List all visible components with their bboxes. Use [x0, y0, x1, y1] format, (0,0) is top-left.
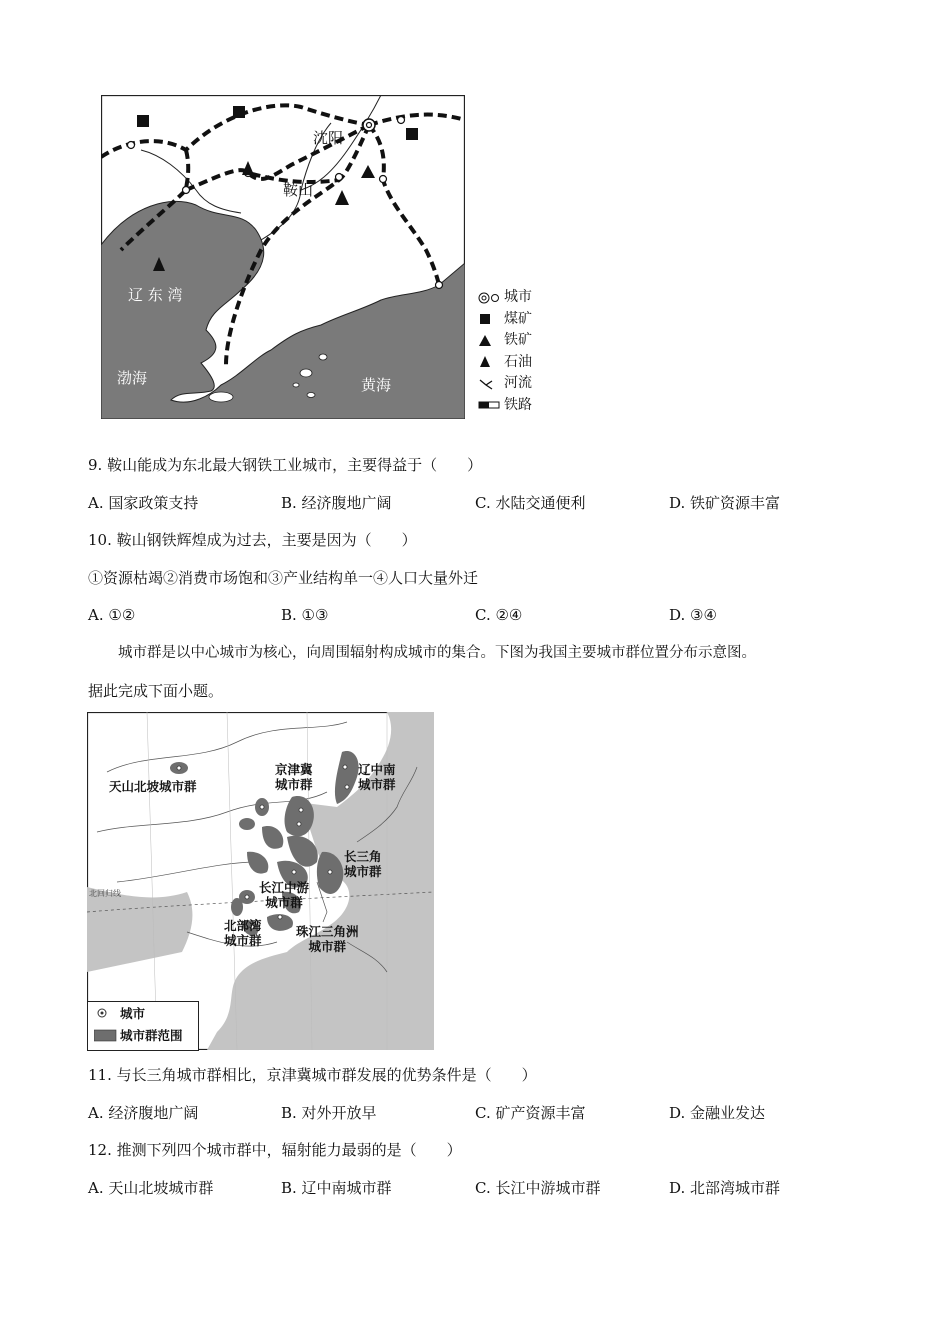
- question-9-stem: 9. 鞍山能成为东北最大钢铁工业城市，主要得益于（ ）: [88, 456, 483, 474]
- map2-legend: [87, 1001, 199, 1051]
- legend-label: 铁路: [504, 396, 532, 413]
- label-line: 城市群: [224, 933, 262, 948]
- label-yellow-sea: 黄海: [361, 376, 392, 394]
- label-tropic: 北回归线: [89, 889, 121, 898]
- label-line: 北部湾: [224, 918, 262, 933]
- label-line: 城市群: [275, 777, 313, 792]
- label-line: 辽中南: [358, 762, 396, 777]
- q11-option-c[interactable]: C. 矿产资源丰富: [475, 1104, 586, 1122]
- label-bohai: 渤海: [117, 369, 148, 387]
- liaoning-map-graphic: [101, 95, 465, 419]
- label-line: 长三角: [344, 849, 382, 864]
- legend-label: 河流: [504, 375, 532, 391]
- q12-option-a[interactable]: A. 天山北坡城市群: [88, 1179, 214, 1197]
- q12-option-b[interactable]: B. 辽中南城市群: [281, 1179, 392, 1197]
- legend-label: 城市: [120, 1006, 146, 1021]
- q11-option-a[interactable]: A. 经济腹地广阔: [88, 1104, 199, 1122]
- river-icon: [478, 378, 504, 390]
- question-12-stem: 12. 推测下列四个城市群中，辐射能力最弱的是（ ）: [88, 1141, 462, 1159]
- label-line: 京津冀: [275, 762, 313, 777]
- label-changsanjiao: [344, 849, 382, 879]
- label-changjiang: [259, 880, 309, 910]
- label-zhujiang: [296, 924, 359, 954]
- label-line: 城市群: [265, 895, 303, 910]
- legend-label: 石油: [504, 353, 532, 370]
- city-icon: [478, 292, 504, 304]
- coal-mine-icon: [478, 313, 504, 325]
- railway-icon: [478, 399, 504, 411]
- label-line: 珠江三角洲: [296, 924, 359, 939]
- label-beibuwan: [224, 918, 262, 948]
- legend-label: 煤矿: [504, 310, 532, 327]
- q10-option-c[interactable]: C. ②④: [475, 606, 523, 624]
- q10-option-b[interactable]: B. ①③: [281, 606, 329, 624]
- q10-option-d[interactable]: D. ③④: [669, 606, 717, 624]
- q11-option-d[interactable]: D. 金融业发达: [669, 1104, 766, 1122]
- label-anshan: 鞍山: [283, 181, 314, 199]
- question-10-statements: ①资源枯竭②消费市场饱和③产业结构单一④人口大量外迁: [88, 569, 479, 587]
- legend-label: 铁矿: [504, 332, 532, 348]
- q10-option-a[interactable]: A. ①②: [88, 606, 136, 624]
- label-shenyang: 沈阳: [313, 129, 344, 147]
- legend-label: 城市: [504, 289, 532, 305]
- label-line: 城市群: [358, 777, 396, 792]
- label-line: 城市群: [344, 864, 382, 879]
- q12-option-c[interactable]: C. 长江中游城市群: [475, 1179, 601, 1197]
- q12-option-d[interactable]: D. 北部湾城市群: [669, 1179, 781, 1197]
- intro-paragraph: 城市群是以中心城市为核心，向周围辐射构成城市的集合。下图为我国主要城市群位置分布示意图。: [118, 645, 756, 661]
- label-tianshan: 天山北坡城市群: [109, 779, 197, 794]
- q9-option-b[interactable]: B. 经济腹地广阔: [281, 494, 392, 512]
- liaoning-map: [101, 95, 465, 419]
- label-line: 长江中游: [259, 880, 310, 895]
- legend-label: 城市群范围: [120, 1028, 183, 1043]
- q9-option-d[interactable]: D. 铁矿资源丰富: [669, 494, 781, 512]
- q9-option-c[interactable]: C. 水陆交通便利: [475, 494, 586, 512]
- label-liaodong-bay: 辽 东 湾: [128, 286, 183, 304]
- question-11-stem: 11. 与长三角城市群相比，京津冀城市群发展的优势条件是（ ）: [88, 1066, 537, 1084]
- urban-cluster-map: [87, 712, 434, 1050]
- urban-cluster-icon: [94, 1028, 120, 1042]
- question-10-stem: 10. 鞍山钢铁辉煌成为过去，主要是因为（ ）: [88, 531, 417, 549]
- iron-mine-icon: [478, 335, 504, 347]
- city-icon: [96, 1007, 120, 1019]
- label-jingjinji: [275, 762, 313, 792]
- intro-paragraph-end: 据此完成下面小题。: [88, 682, 224, 700]
- label-line: 城市群: [308, 939, 347, 954]
- label-liaozhongnan: [358, 762, 396, 792]
- map1-legend: [478, 287, 532, 416]
- q11-option-b[interactable]: B. 对外开放早: [281, 1104, 377, 1122]
- q9-option-a[interactable]: A. 国家政策支持: [88, 494, 199, 512]
- oil-icon: [478, 356, 504, 368]
